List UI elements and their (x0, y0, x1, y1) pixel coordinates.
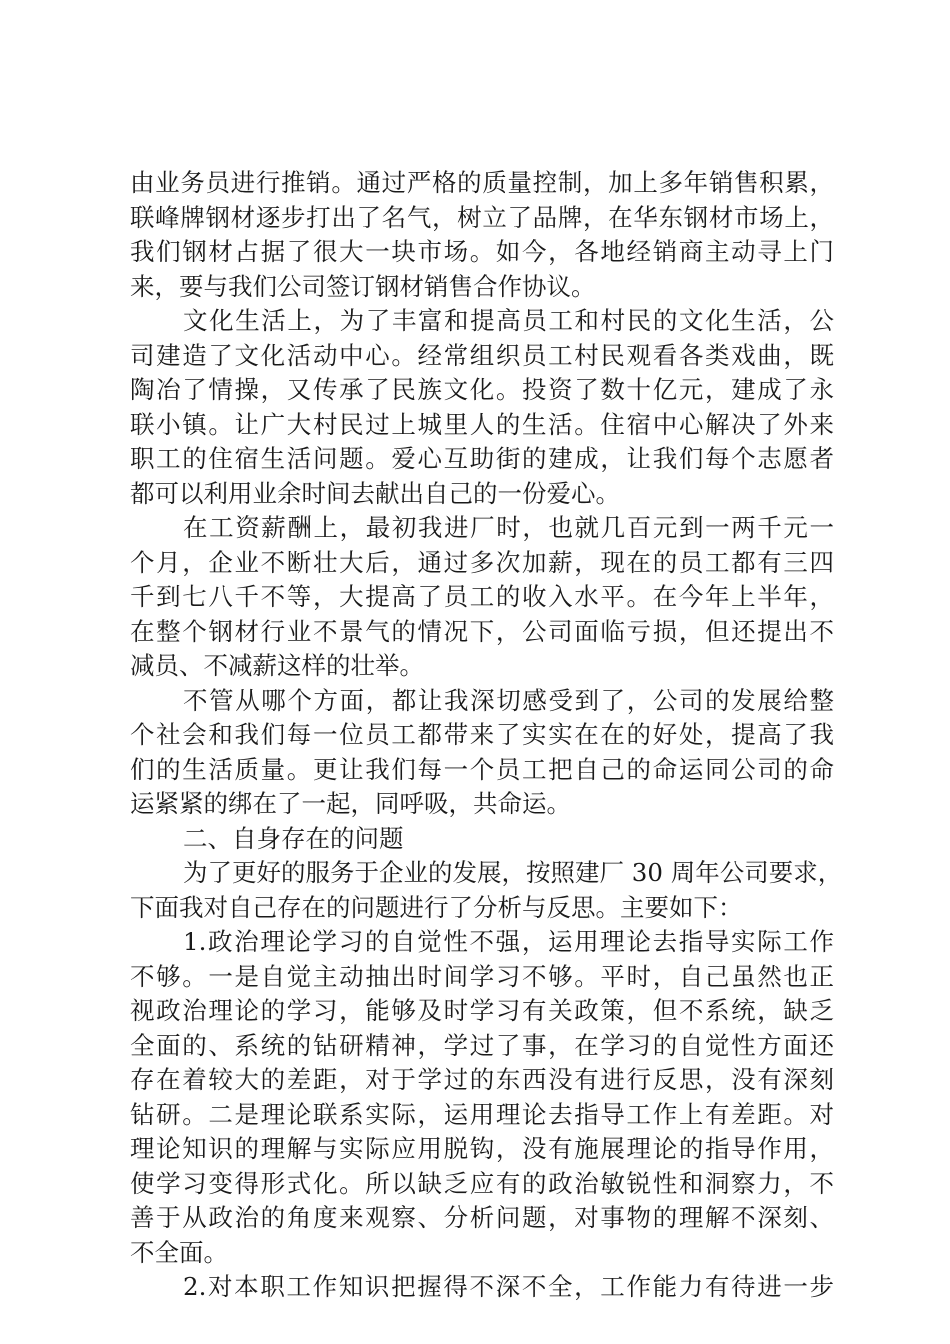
text-line: 下面我对自己存在的问题进行了分析与反思。主要如下： (130, 892, 743, 922)
text-line: 都可以利用业余时间去献出自己的一份爱心。 (130, 478, 620, 508)
text-line: 个月，企业不断壮大后，通过多次加薪，现在的员工都有三四 (130, 547, 834, 577)
text-line: 在整个钢材行业不景气的情况下，公司面临亏损，但还提出不 (130, 616, 834, 646)
text-line: 运紧紧的绑在了一起，同呼吸，共命运。 (130, 789, 571, 818)
text-line: 联小镇。让广大村民过上城里人的生活。住宿中心解决了外来 (130, 409, 834, 439)
text-line: 减员、不减薪这样的壮举。 (130, 651, 424, 680)
text-line: 存在着较大的差距，对于学过的东西没有进行反思，没有深刻 (130, 1065, 834, 1094)
text-line: 不管从哪个方面，都让我深切感受到了，公司的发展给整 (183, 685, 834, 715)
text-line: 全面的、系统的钻研精神，学过了事，在学习的自觉性方面还 (130, 1030, 834, 1060)
text-line: 二、自身存在的问题 (183, 823, 404, 853)
text-line: 个社会和我们每一位员工都带来了实实在在的好处，提高了我 (130, 720, 834, 749)
text-line: 使学习变得形式化。所以缺乏应有的政治敏锐性和洞察力，不 (130, 1168, 834, 1198)
document-body (130, 166, 843, 1305)
text-line: 我们钢材占据了很大一块市场。如今，各地经销商主动寻上门 (130, 237, 834, 266)
text-line: 职工的住宿生活问题。爱心互助街的建成，让我们每个志愿者 (130, 444, 834, 473)
text-line: 由业务员进行推销。通过严格的质量控制，加上多年销售积累， (130, 168, 834, 197)
text-line: 陶冶了情操，又传承了民族文化。投资了数十亿元，建成了永 (130, 375, 834, 404)
text-line: 2.对本职工作知识把握得不深不全，工作能力有待进一步 (183, 1272, 834, 1301)
text-line: 联峰牌钢材逐步打出了名气，树立了品牌，在华东钢材市场上， (130, 202, 834, 232)
text-line: 1.政治理论学习的自觉性不强，运用理论去指导实际工作 (183, 927, 834, 956)
text-line: 们的生活质量。更让我们每一个员工把自己的命运同公司的命 (130, 754, 834, 784)
text-line: 为了更好的服务于企业的发展，按照建厂 30 周年公司要求， (183, 858, 843, 887)
text-line: 不全面。 (130, 1237, 228, 1267)
text-line: 钻研。二是理论联系实际，运用理论去指导工作上有差距。对 (130, 1099, 834, 1129)
text-line: 千到七八千不等，大提高了员工的收入水平。在今年上半年， (130, 582, 834, 611)
text-line: 文化生活上，为了丰富和提高员工和村民的文化生活，公 (183, 306, 834, 335)
text-line: 善于从政治的角度来观察、分析问题，对事物的理解不深刻、 (130, 1203, 834, 1232)
text-line: 理论知识的理解与实际应用脱钩，没有施展理论的指导作用， (130, 1134, 834, 1163)
text-line: 视政治理论的学习，能够及时学习有关政策，但不系统，缺乏 (130, 996, 834, 1025)
text-line: 不够。一是自觉主动抽出时间学习不够。平时，自己虽然也正 (130, 961, 834, 991)
text-line: 在工资薪酬上，最初我进厂时，也就几百元到一两千元一 (183, 513, 834, 542)
text-line: 来，要与我们公司签订钢材销售合作协议。 (130, 271, 596, 301)
document-page (130, 166, 843, 1305)
text-line: 司建造了文化活动中心。经常组织员工村民观看各类戏曲，既 (130, 340, 834, 370)
